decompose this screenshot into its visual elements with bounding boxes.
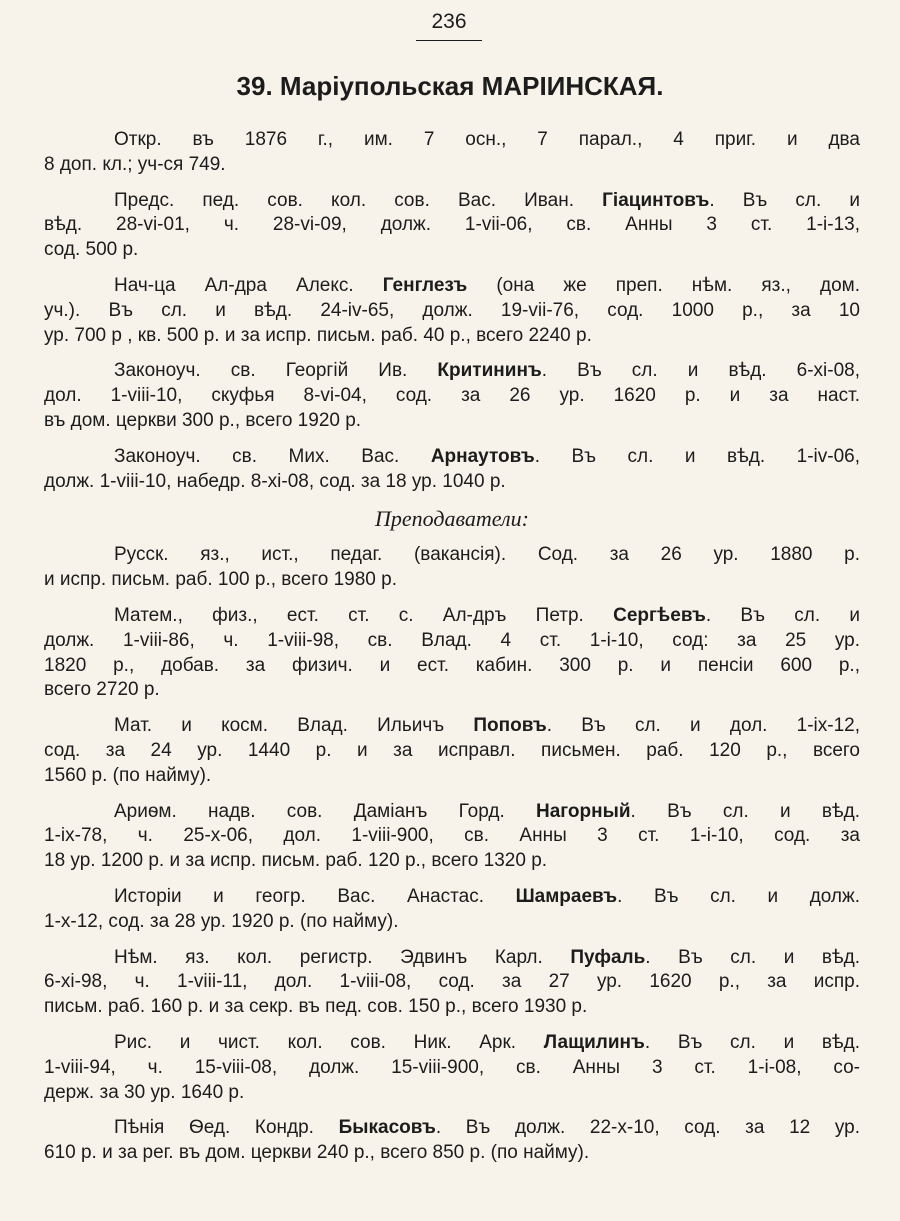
entry-first-line bbox=[44, 543, 860, 568]
text-line: 1820 р., добав. за физич. и ест. кабин. 300 р. и пенсіи 600 р., bbox=[44, 654, 860, 676]
text-line: 1-x-12, сод. за 28 ур. 1920 р. (по найму). bbox=[44, 910, 399, 932]
person-surname: Пуфаль bbox=[570, 946, 646, 968]
entry-first-line bbox=[44, 189, 860, 214]
entry-prefix: Исторіи и геогр. Вас. Анастас. bbox=[114, 885, 485, 907]
entry-prefix: Нѣм. яз. кол. регистр. Эдвинъ Карл. bbox=[114, 946, 543, 968]
teacher-entry bbox=[44, 946, 860, 1020]
entry-prefix: Ариѳм. надв. сов. Даміанъ Горд. bbox=[114, 800, 505, 822]
text-line: долж. 1-viii-10, набедр. 8-xi-08, сод. за 18 ур. 1040 р. bbox=[44, 470, 506, 492]
person-surname: Гіацинтовъ bbox=[602, 189, 710, 211]
entry-prefix: Пѣнія Ѳед. Кондр. bbox=[114, 1117, 314, 1139]
teachers-list bbox=[44, 543, 860, 1166]
entry-first-line bbox=[44, 885, 860, 910]
teacher-entry bbox=[44, 604, 860, 703]
teacher-entry bbox=[44, 543, 860, 593]
teacher-entry bbox=[44, 1031, 860, 1105]
text-line: 1-viii-94, ч. 15-viii-08, долж. 15-viii-900, св. Анны 3 ст. 1-i-08, со- bbox=[44, 1056, 860, 1078]
text-line: 1560 р. (по найму). bbox=[44, 764, 212, 786]
entry-suffix: . Въ сл. и вѣд. bbox=[630, 800, 860, 822]
text-line: 610 р. и за рег. въ дом. церкви 240 р., всего 850 р. (по найму). bbox=[44, 1142, 590, 1164]
teacher-entry bbox=[44, 885, 860, 935]
text-line: ур. 700 р , кв. 500 р. и за испр. письм. раб. 40 р., всего 2240 р. bbox=[44, 324, 592, 346]
entry-first-line bbox=[44, 274, 860, 299]
document-body bbox=[44, 128, 860, 1177]
text-line: уч.). Въ сл. и вѣд. 24-iv-65, долж. 19-vii-76, сод. 1000 р., за 10 bbox=[44, 299, 860, 321]
text-line: Откр. въ 1876 г., им. 7 осн., 7 парал., 4 приг. и два bbox=[114, 129, 860, 150]
person-surname: Сергѣевъ bbox=[613, 604, 706, 626]
text-line: всего 2720 р. bbox=[44, 679, 160, 701]
entry-suffix: . Въ сл. и вѣд. 6-xi-08, bbox=[541, 360, 860, 382]
person-surname: Поповъ bbox=[473, 715, 547, 737]
text-line: сод. за 24 ур. 1440 р. и за исправл. письмен. раб. 120 р., всего bbox=[44, 739, 860, 761]
staff-entry bbox=[44, 274, 860, 348]
text-line: 6-xi-98, ч. 1-viii-11, дол. 1-viii-08, сод. за 27 ур. 1620 р., за испр. bbox=[44, 971, 860, 993]
text-line: 8 доп. кл.; уч-ся 749. bbox=[44, 153, 226, 175]
entry-first-line bbox=[44, 1116, 860, 1141]
entry-suffix: . Въ сл. и bbox=[709, 189, 860, 211]
person-surname: Критининъ bbox=[437, 360, 542, 382]
entry-prefix: Рис. и чист. кол. сов. Ник. Арк. bbox=[114, 1031, 517, 1053]
intro-paragraph bbox=[44, 128, 860, 178]
page-number: 236 bbox=[431, 10, 467, 33]
entry-prefix: Нач-ца Ал-дра Алекс. bbox=[114, 274, 354, 296]
entry-first-line bbox=[44, 946, 860, 971]
text-line: въ дом. церкви 300 р., всего 1920 р. bbox=[44, 409, 362, 431]
entry-first-line bbox=[44, 714, 860, 739]
entry-prefix: Матем., физ., ест. ст. с. Ал-дръ Петр. bbox=[114, 604, 584, 626]
staff-entry bbox=[44, 189, 860, 263]
teacher-entry bbox=[44, 800, 860, 874]
staff-entry bbox=[44, 445, 860, 495]
text-line: и испр. письм. раб. 100 р., всего 1980 р. bbox=[44, 569, 397, 591]
entry-prefix: Законоуч. св. Георгій Ив. bbox=[114, 360, 408, 382]
text-line: держ. за 30 ур. 1640 р. bbox=[44, 1081, 245, 1103]
text-line: вѣд. 28-vi-01, ч. 28-vi-09, долж. 1-vii-06, св. Анны 3 ст. 1-i-13, bbox=[44, 214, 860, 236]
person-surname: Быкасовъ bbox=[338, 1117, 436, 1139]
text-line: дол. 1-viii-10, скуфья 8-vi-04, сод. за 26 ур. 1620 р. и за наст. bbox=[44, 385, 860, 407]
page-number-rule bbox=[416, 40, 482, 41]
entry-prefix: Мат. и косм. Влад. Ильичъ bbox=[114, 715, 445, 737]
teachers-heading: Преподаватели: bbox=[375, 506, 529, 532]
text-line: 18 ур. 1200 р. и за испр. письм. раб. 120 р., всего 1320 р. bbox=[44, 850, 548, 872]
entry-first-line bbox=[44, 1031, 860, 1056]
staff-entry bbox=[44, 359, 860, 433]
entry-prefix: Предс. пед. сов. кол. сов. Вас. Иван. bbox=[114, 189, 575, 211]
entry-first-line bbox=[44, 604, 860, 629]
entry-first-line bbox=[44, 445, 860, 470]
entry-prefix: Законоуч. св. Мих. Вас. bbox=[114, 445, 400, 467]
teacher-entry bbox=[44, 714, 860, 788]
person-surname: Генглезъ bbox=[382, 274, 468, 296]
entry-suffix: . Въ сл. и вѣд. bbox=[645, 946, 861, 968]
entry-first-line bbox=[44, 800, 860, 825]
entry-suffix: . Въ долж. 22-x-10, сод. за 12 ур. bbox=[435, 1117, 861, 1139]
person-surname: Нагорный bbox=[535, 800, 631, 822]
entry-suffix: . Въ сл. и вѣд. 1-iv-06, bbox=[534, 445, 861, 467]
person-surname: Арнаутовъ bbox=[430, 445, 535, 467]
person-surname: Лащилинъ bbox=[543, 1031, 645, 1053]
entry-prefix: Русск. яз., ист., педаг. (вакансія). Сод. за 26 ур. 1880 р. bbox=[114, 544, 860, 566]
text-line: 1-ix-78, ч. 25-x-06, дол. 1-viii-900, св. Анны 3 ст. 1-i-10, сод. за bbox=[44, 825, 860, 847]
text-line: долж. 1-viii-86, ч. 1-viii-98, св. Влад. 4 ст. 1-i-10, сод: за 25 ур. bbox=[44, 629, 860, 651]
entry-suffix: . Въ сл. и вѣд. bbox=[644, 1031, 860, 1053]
section-title: 39. Маріупольская МАРІИНСКАЯ. bbox=[236, 71, 664, 101]
entry-suffix: . Въ сл. и долж. bbox=[617, 885, 861, 907]
text-line: сод. 500 р. bbox=[44, 239, 139, 261]
entry-suffix: (она же преп. нѣм. яз., дом. bbox=[496, 274, 861, 296]
text-line: письм. раб. 160 р. и за секр. въ пед. сов. 150 р., всего 1930 р. bbox=[44, 996, 588, 1018]
entry-suffix: . Въ сл. и дол. 1-ix-12, bbox=[546, 715, 861, 737]
teacher-entry bbox=[44, 1116, 860, 1166]
person-surname: Шамраевъ bbox=[515, 885, 618, 907]
entry-suffix: . Въ сл. и bbox=[705, 604, 860, 626]
staff-list bbox=[44, 189, 860, 495]
entry-first-line bbox=[44, 359, 860, 384]
